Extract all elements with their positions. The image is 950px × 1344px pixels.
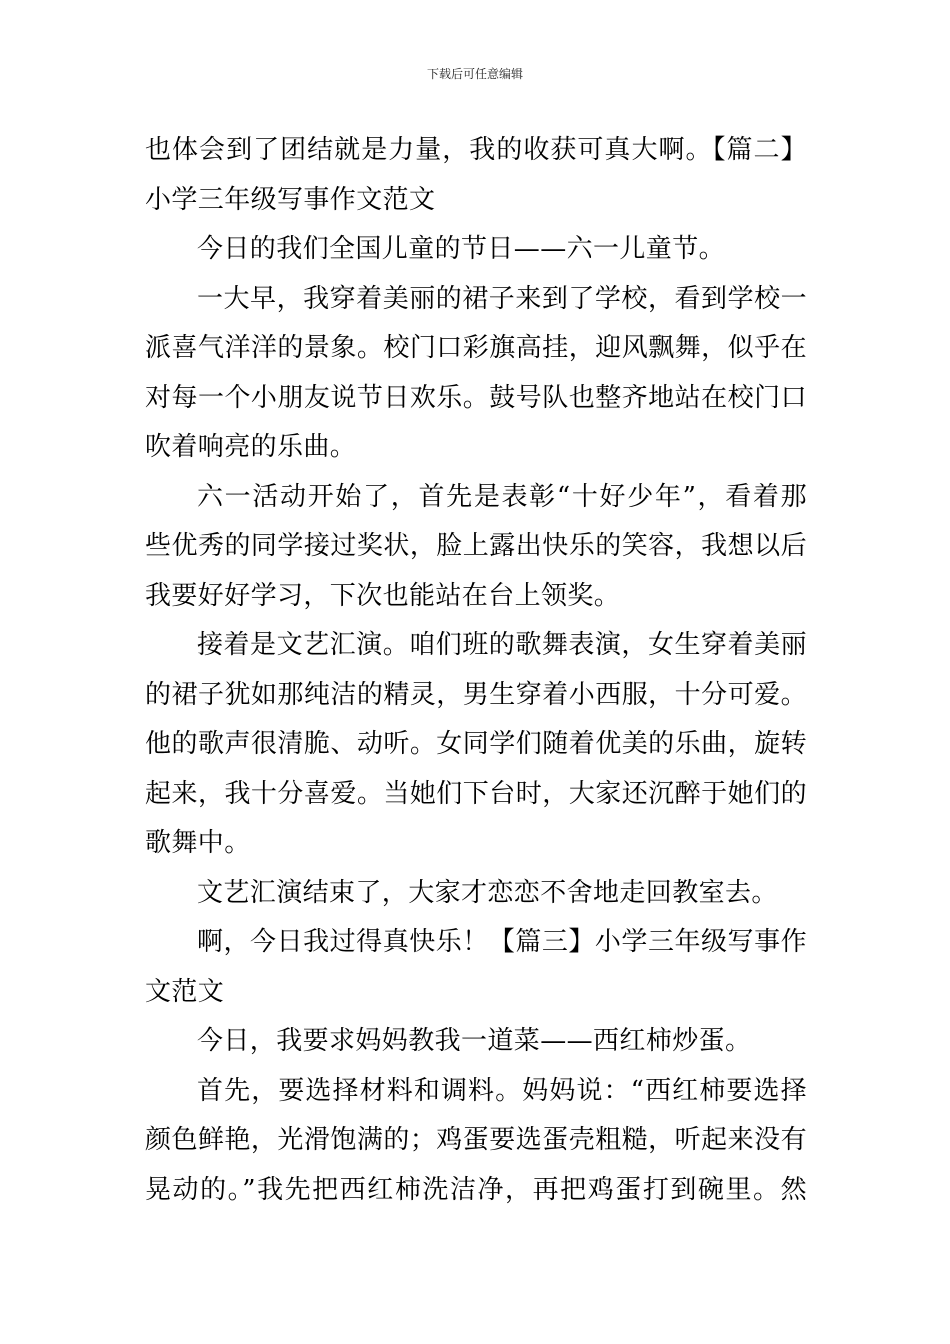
text-line: 对每一个小朋友说节日欢乐。鼓号队也整齐地站在校门口 xyxy=(145,382,807,413)
text-line: 颜色鲜艳，光滑饱满的；鸡蛋要选蛋壳粗糙，听起来没有 xyxy=(145,1125,807,1155)
text-line: 他的歌声很清脆、动听。女同学们随着优美的乐曲，旋转 xyxy=(145,729,807,759)
text-line: 些优秀的同学接过奖状，脸上露出快乐的笑容，我想以后 xyxy=(145,531,807,561)
text-line: 接着是文艺汇演。咱们班的歌舞表演，女生穿着美丽 xyxy=(197,630,807,660)
text-line: 首先，要选择材料和调料。妈妈说：“西红柿要选择 xyxy=(197,1075,807,1106)
page-header: 下载后可任意编辑 xyxy=(426,67,523,81)
text-line: 晃动的。”我先把西红柿洗洁净，再把鸡蛋打到碗里。然 xyxy=(145,1174,807,1205)
text-line: 今日的我们全国儿童的节日——六一儿童节。 xyxy=(197,234,726,264)
text-line: 小学三年级写事作文范文 xyxy=(145,184,436,215)
text-line: 文艺汇演结束了，大家才恋恋不舍地走回教室去。 xyxy=(197,877,778,908)
document-body xyxy=(145,126,807,1215)
text-line: 歌舞中。 xyxy=(145,828,251,858)
text-line: 今日，我要求妈妈教我一道菜——西红柿炒蛋。 xyxy=(197,1026,752,1056)
text-line: 也体会到了团结就是力量，我的收获可真大啊。【篇二】 xyxy=(145,135,807,165)
text-line: 一大早，我穿着美丽的裙子来到了学校，看到学校一 xyxy=(197,283,807,314)
text-line: 啊，今日我过得真快乐！【篇三】小学三年级写事作 xyxy=(197,927,807,957)
text-line: 我要好好学习，下次也能站在台上领奖。 xyxy=(145,580,621,611)
text-line: 文范文 xyxy=(145,976,225,1007)
text-line: 起来，我十分喜爱。当她们下台时，大家还沉醉于她们的 xyxy=(145,778,807,809)
text-line: 派喜气洋洋的景象。校门口彩旗高挂，迎风飘舞，似乎在 xyxy=(145,333,807,363)
text-line: 的裙子犹如那纯洁的精灵，男生穿着小西服，十分可爱。 xyxy=(145,679,807,710)
text-line: 吹着响亮的乐曲。 xyxy=(145,432,357,462)
text-line: 六一活动开始了，首先是表彰“十好少年”，看着那 xyxy=(197,481,807,512)
